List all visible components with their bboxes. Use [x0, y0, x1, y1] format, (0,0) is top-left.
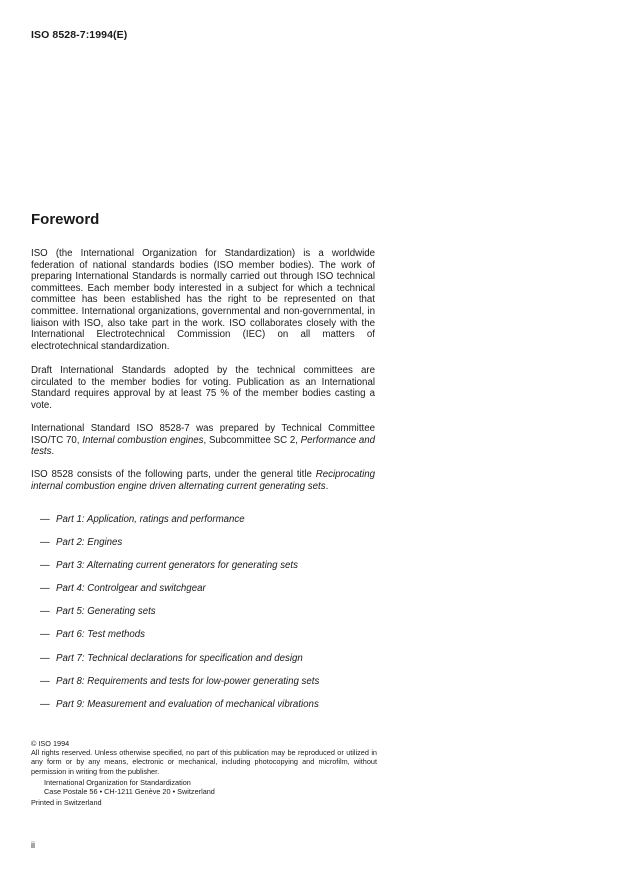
p3-text-end: . — [51, 446, 55, 458]
publisher-address: Case Postale 56 • CH-1211 Genève 20 • Switzerland — [44, 787, 215, 797]
technical-committee-title: Internal combustion engines — [82, 434, 204, 446]
list-item — [40, 653, 380, 676]
publisher-name: International Organization for Standardization — [44, 777, 191, 787]
p3-text-start: International Standard ISO 8528-7 was prepared by Technical Committee ISO/TC 70, — [31, 423, 375, 446]
list-dash: — — [40, 537, 50, 549]
p4-text-end: . — [325, 480, 329, 492]
publisher-address-block — [31, 778, 377, 796]
list-item — [40, 676, 380, 699]
part-label: Part 8: Requirements and tests for low-power generating sets — [56, 675, 320, 687]
foreword-paragraph-3 — [31, 423, 375, 458]
list-dash: — — [40, 514, 50, 525]
list-item — [40, 537, 380, 560]
list-dash: — — [40, 606, 50, 618]
p4-text-start: ISO 8528 consists of the following parts, under the general title — [31, 469, 316, 480]
foreword-paragraph-1: ISO (the International Organization for Standardization) is a worldwide federation of national standards bodies (ISO member bodies). The work of preparing International Standards is normally carried out through ISO technical committees. Each member body interested in a subject for which a technical committee has been established has the right to be represented on that committee. International organizations, governmental and non-governmental, in liaison with ISO, also take part in the work. ISO collaborates closely with the International Electrotechnical Commission (IEC) on all matters of electrotechnical standardization. — [31, 248, 375, 352]
foreword-paragraph-4 — [31, 469, 375, 492]
list-dash: — — [40, 560, 50, 572]
document-identifier: ISO 8528-7:1994(E) — [31, 29, 128, 41]
list-dash: — — [40, 629, 50, 641]
list-item — [40, 699, 380, 722]
p3-text-middle: , Subcommittee SC 2, — [203, 434, 301, 446]
rights-notice: All rights reserved. Unless otherwise specified, no part of this publication may be reproduced or utilized in any form or by any means, electronic or mechanical, including photocopying and microfilm, without permission in writing from the publisher. — [31, 748, 377, 776]
part-label: Part 2: Engines — [56, 537, 123, 549]
part-label: Part 1: Application, ratings and performance — [56, 514, 245, 525]
list-item — [40, 629, 380, 652]
list-item — [40, 560, 380, 583]
part-label: Part 9: Measurement and evaluation of mechanical vibrations — [56, 698, 319, 710]
part-label: Part 5: Generating sets — [56, 606, 156, 618]
page-number: ii — [31, 840, 35, 850]
list-item — [40, 583, 380, 606]
list-item — [40, 514, 380, 537]
part-label: Part 7: Technical declarations for specification and design — [56, 652, 303, 664]
general-title: Reciprocating internal combustion engine driven alternating current generating sets — [31, 469, 375, 492]
list-dash: — — [40, 652, 50, 664]
list-dash: — — [40, 675, 50, 687]
subcommittee-title: Performance and tests — [31, 434, 376, 458]
part-label: Part 6: Test methods — [56, 629, 146, 641]
foreword-paragraph-2: Draft International Standards adopted by the technical committees are circulated to the member bodies for voting. Publication as an International Standard requires approval by at least 75 % of the member bodies casting a vote. — [31, 365, 375, 411]
part-label: Part 4: Controlgear and switchgear — [56, 583, 206, 595]
list-dash: — — [40, 583, 50, 595]
foreword-heading: Foreword — [31, 211, 100, 228]
list-item — [40, 606, 380, 629]
copyright-line: © ISO 1994 — [31, 739, 70, 748]
printed-in: Printed in Switzerland — [31, 798, 102, 808]
part-label: Part 3: Alternating current generators for generating sets — [56, 560, 298, 572]
parts-list — [40, 514, 380, 722]
list-dash: — — [40, 698, 50, 710]
copyright-block — [31, 739, 377, 807]
